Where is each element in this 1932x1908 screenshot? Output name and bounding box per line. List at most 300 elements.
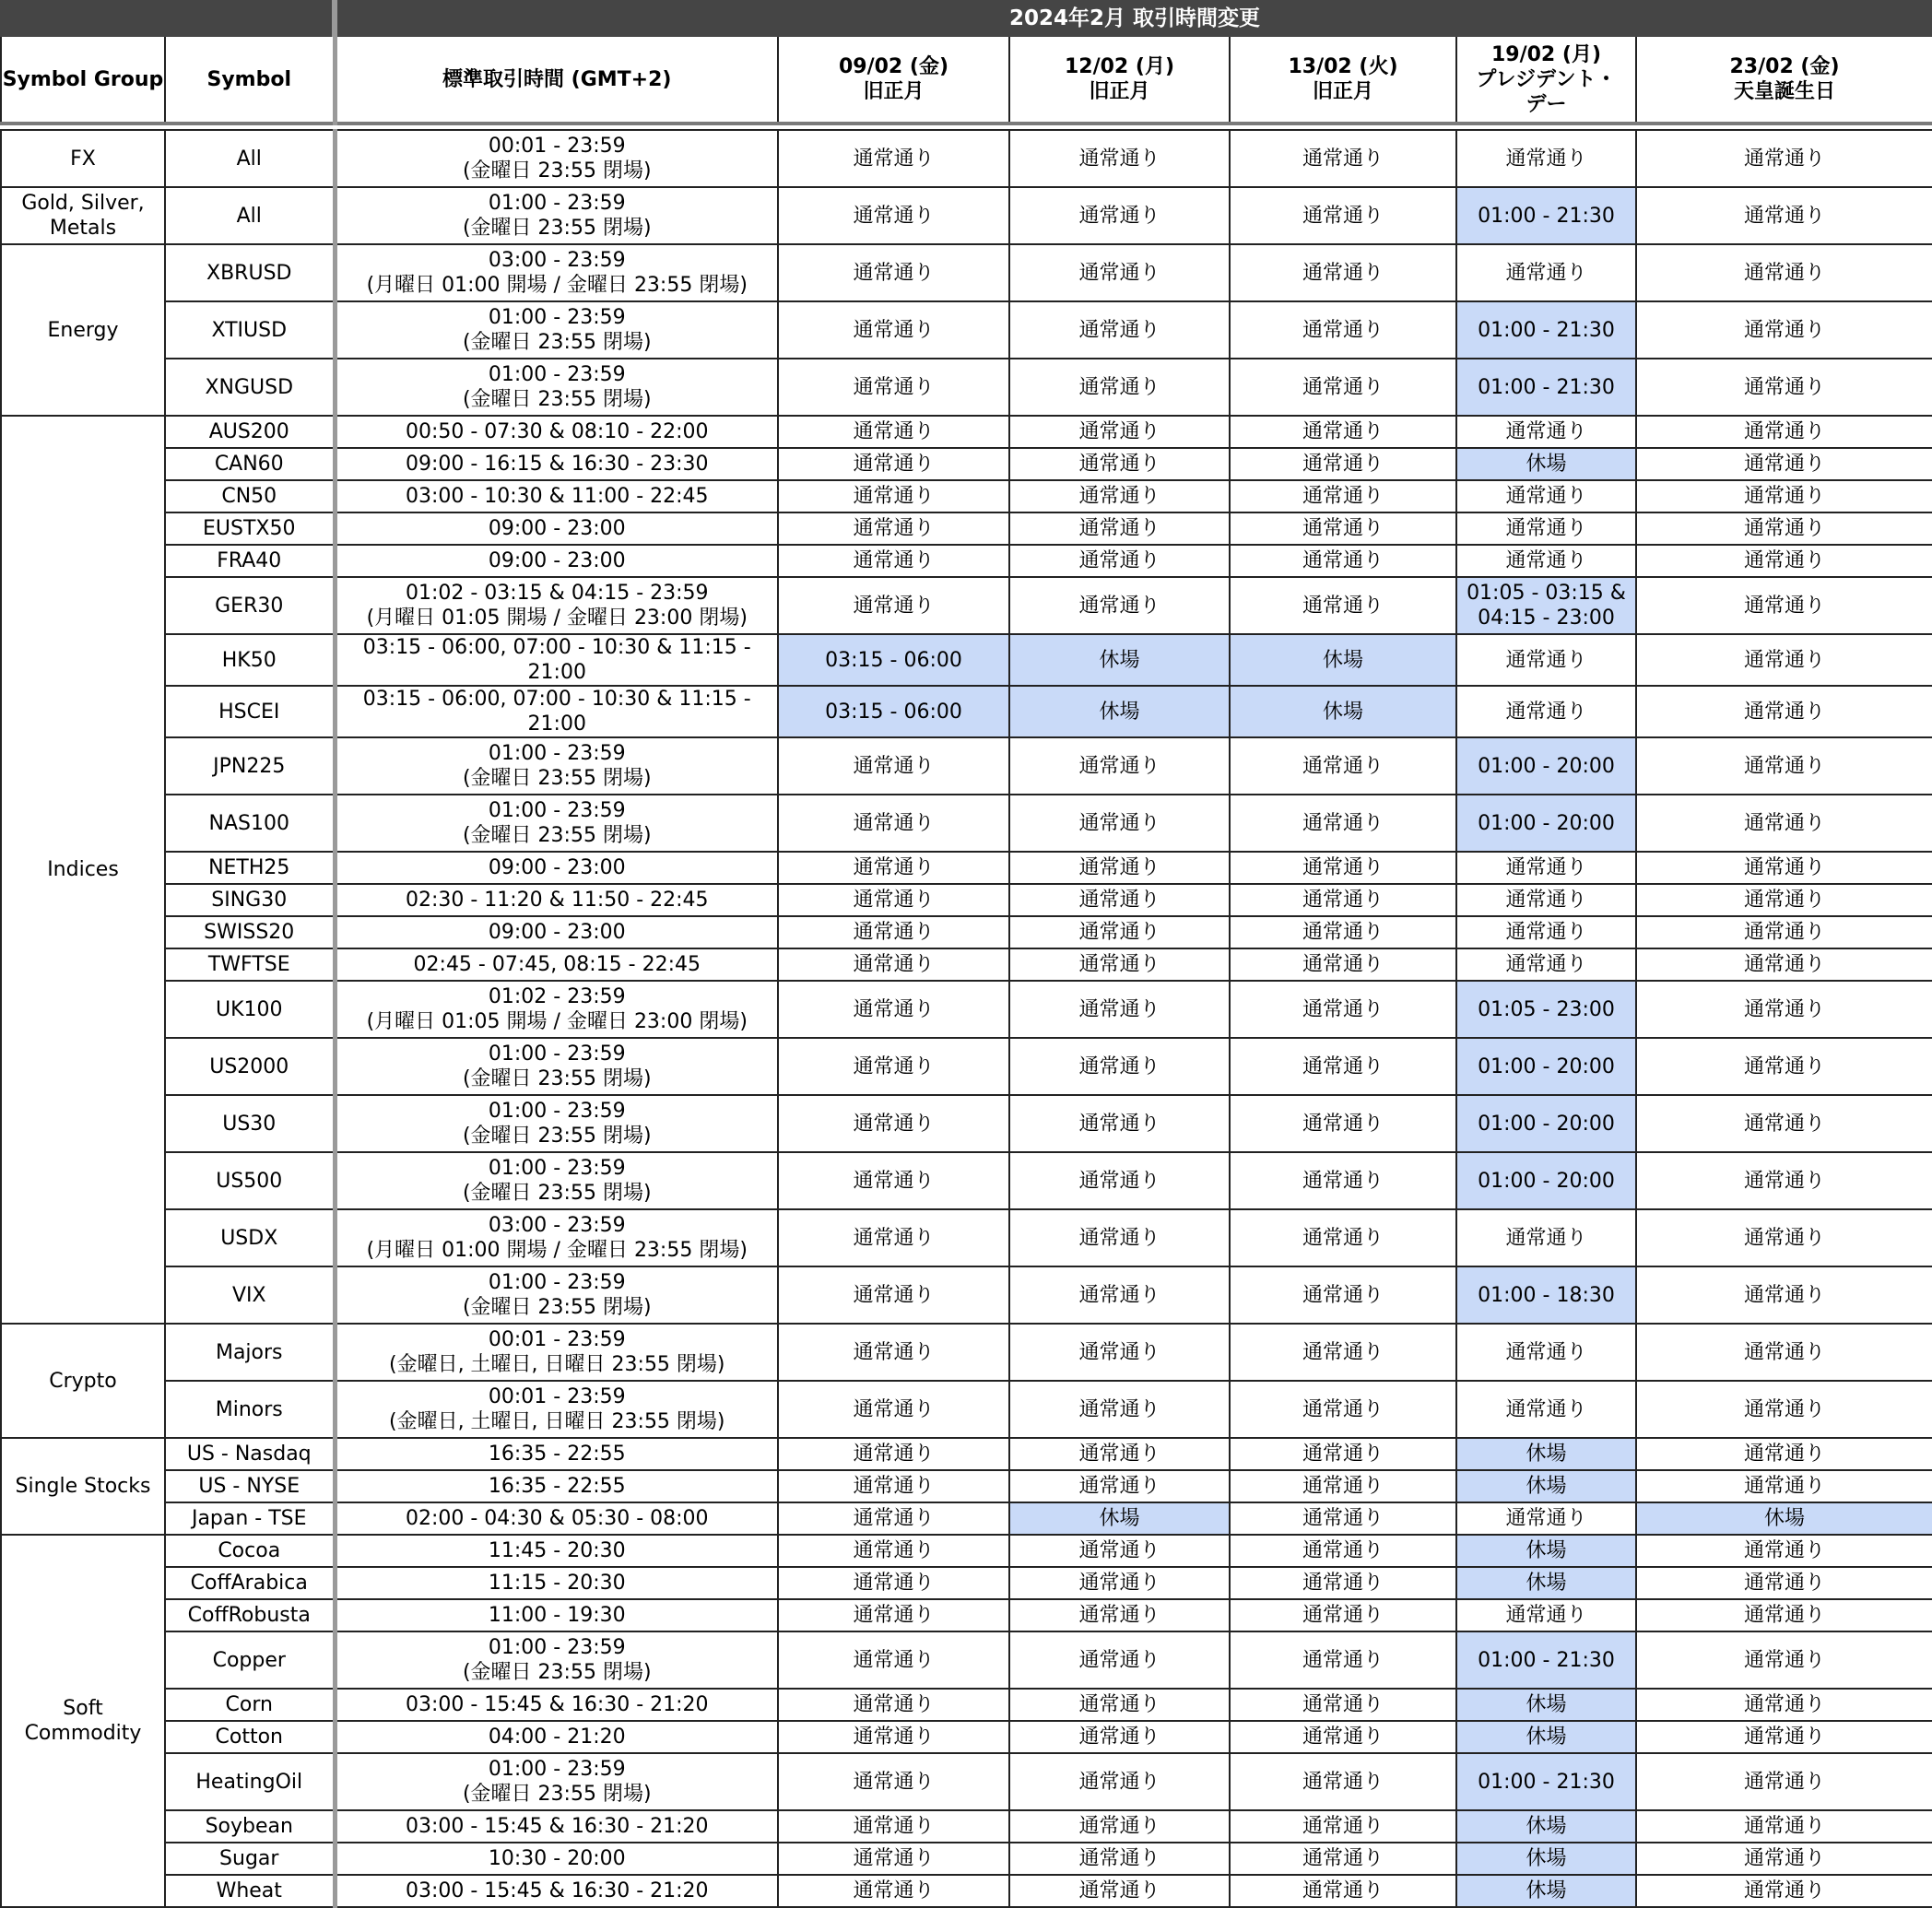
date-status-cell: 通常通り [1230,795,1456,852]
date-status-cell: 通常通り [1230,1875,1456,1907]
date-status-cell: 通常通り [1456,916,1636,948]
date-status-cell: 通常通り [1230,1567,1456,1599]
standard-hours-cell: 03:00 - 23:59 (月曜日 01:00 開場 / 金曜日 23:55 閉場) [335,1209,778,1266]
date-status-cell: 休場 [1230,686,1456,737]
standard-hours-cell: 09:00 - 16:15 & 16:30 - 23:30 [335,448,778,480]
date-status-cell: 通常通り [1456,1381,1636,1438]
header-date-1: 09/02 (金) 旧正月 [778,36,1009,124]
standard-hours-cell: 10:30 - 20:00 [335,1843,778,1875]
date-status-cell: 通常通り [1230,981,1456,1038]
date-status-cell: 通常通り [1230,1038,1456,1095]
standard-hours-cell: 02:30 - 11:20 & 11:50 - 22:45 [335,884,778,916]
date-status-cell: 通常通り [1636,1810,1932,1843]
table-row [1,1095,1932,1152]
date-status-cell: 通常通り [1230,301,1456,359]
date-status-cell: 通常通り [1230,244,1456,301]
standard-hours-cell: 11:00 - 19:30 [335,1599,778,1631]
date-status-cell: 通常通り [1009,1038,1230,1095]
date-status-cell: 通常通り [1009,1753,1230,1810]
standard-hours-cell: 16:35 - 22:55 [335,1438,778,1470]
date-status-cell: 通常通り [1636,1470,1932,1502]
date-status-cell: 通常通り [1456,948,1636,981]
date-status-cell: 通常通り [1009,301,1230,359]
date-status-cell: 通常通り [1230,1381,1456,1438]
date-status-cell: 休場 [1456,1721,1636,1753]
table-row [1,884,1932,916]
standard-hours-cell: 01:00 - 23:59 (金曜日 23:55 閉場) [335,187,778,244]
date-status-cell: 通常通り [1009,852,1230,884]
standard-hours-cell: 01:02 - 03:15 & 04:15 - 23:59 (月曜日 01:05 開場 / 金曜日 23:00 閉場) [335,577,778,634]
date-status-cell: 通常通り [1456,512,1636,545]
date-status-cell: 01:00 - 21:30 [1456,1631,1636,1689]
date-status-cell: 通常通り [1456,884,1636,916]
date-status-cell: 通常通り [1009,187,1230,244]
date-status-cell: 通常通り [1636,359,1932,416]
table-row [1,1324,1932,1381]
date-status-cell: 休場 [1456,1875,1636,1907]
date-status-cell: 通常通り [1009,577,1230,634]
table-row [1,1381,1932,1438]
table-row [1,1721,1932,1753]
date-status-cell: 通常通り [1009,130,1230,187]
table-row [1,1470,1932,1502]
date-status-cell: 休場 [1456,1535,1636,1567]
date-status-cell: 01:00 - 21:30 [1456,359,1636,416]
date-status-cell: 通常通り [778,1753,1009,1810]
date-status-cell: 通常通り [1230,1266,1456,1324]
date-status-cell: 通常通り [1636,981,1932,1038]
date-status-cell: 通常通り [1230,948,1456,981]
date-status-cell: 通常通り [1456,244,1636,301]
table-row [1,1599,1932,1631]
symbol-cell: CoffArabica [165,1567,335,1599]
standard-hours-cell: 03:00 - 10:30 & 11:00 - 22:45 [335,480,778,512]
date-status-cell: 通常通り [778,948,1009,981]
date-status-cell: 通常通り [778,1631,1009,1689]
date-status-cell: 通常通り [1456,545,1636,577]
standard-hours-cell: 01:00 - 23:59 (金曜日 23:55 閉場) [335,1753,778,1810]
date-status-cell: 通常通り [1636,244,1932,301]
date-status-cell: 通常通り [1009,1438,1230,1470]
date-status-cell: 通常通り [1456,852,1636,884]
symbol-cell: Soybean [165,1810,335,1843]
date-status-cell: 01:00 - 20:00 [1456,737,1636,795]
table-row [1,737,1932,795]
date-status-cell: 通常通り [1009,1599,1230,1631]
date-status-cell: 通常通り [1009,1095,1230,1152]
standard-hours-cell: 09:00 - 23:00 [335,852,778,884]
date-status-cell: 通常通り [1636,795,1932,852]
date-status-cell: 通常通り [778,852,1009,884]
date-status-cell: 休場 [1009,686,1230,737]
date-status-cell: 通常通り [778,1810,1009,1843]
date-status-cell: 通常通り [1456,1502,1636,1535]
table-row [1,1535,1932,1567]
date-status-cell: 通常通り [1009,981,1230,1038]
symbol-cell: SING30 [165,884,335,916]
date-status-cell: 通常通り [1009,359,1230,416]
date-status-cell: 通常通り [1456,1209,1636,1266]
standard-hours-cell: 01:00 - 23:59 (金曜日 23:55 閉場) [335,1152,778,1209]
date-status-cell: 通常通り [1636,1038,1932,1095]
date-status-cell: 通常通り [1009,1381,1230,1438]
table-row [1,1266,1932,1324]
standard-hours-cell: 01:00 - 23:59 (金曜日 23:55 閉場) [335,795,778,852]
symbol-cell: HK50 [165,634,335,686]
date-status-cell: 通常通り [1636,1535,1932,1567]
date-status-cell: 休場 [1009,634,1230,686]
date-status-cell: 通常通り [778,480,1009,512]
symbol-cell: EUSTX50 [165,512,335,545]
symbol-cell: US2000 [165,1038,335,1095]
header-symbol-group: Symbol Group [1,36,165,124]
table-row [1,1038,1932,1095]
date-status-cell: 通常通り [1230,577,1456,634]
date-status-cell: 通常通り [778,1209,1009,1266]
symbol-cell: XNGUSD [165,359,335,416]
date-status-cell: 休場 [1230,634,1456,686]
date-status-cell: 通常通り [1230,512,1456,545]
date-status-cell: 通常通り [1230,737,1456,795]
date-status-cell: 通常通り [778,577,1009,634]
standard-hours-cell: 09:00 - 23:00 [335,916,778,948]
date-status-cell: 通常通り [778,1152,1009,1209]
date-status-cell: 通常通り [1230,1438,1456,1470]
date-status-cell: 通常通り [1636,1843,1932,1875]
date-status-cell: 01:00 - 20:00 [1456,795,1636,852]
date-status-cell: 休場 [1456,1810,1636,1843]
symbol-cell: Cotton [165,1721,335,1753]
date-status-cell: 通常通り [1009,545,1230,577]
date-status-cell: 03:15 - 06:00 [778,686,1009,737]
date-status-cell: 通常通り [1636,577,1932,634]
date-status-cell: 通常通り [1230,1095,1456,1152]
date-status-cell: 通常通り [1230,1324,1456,1381]
table-row [1,244,1932,301]
date-status-cell: 通常通り [1230,1470,1456,1502]
date-status-cell: 通常通り [1636,416,1932,448]
symbol-cell: Minors [165,1381,335,1438]
date-status-cell: 通常通り [1009,1266,1230,1324]
date-status-cell: 通常通り [1230,416,1456,448]
symbol-cell: Corn [165,1689,335,1721]
symbol-cell: FRA40 [165,545,335,577]
standard-hours-cell: 03:00 - 15:45 & 16:30 - 21:20 [335,1810,778,1843]
symbol-cell: Copper [165,1631,335,1689]
date-status-cell: 通常通り [1636,130,1932,187]
date-status-cell: 通常通り [1009,1209,1230,1266]
table-row [1,1152,1932,1209]
symbol-cell: JPN225 [165,737,335,795]
symbol-group-cell: Gold, Silver, Metals [1,187,165,244]
date-status-cell: 休場 [1456,1470,1636,1502]
title-row [1,1,1932,36]
date-status-cell: 01:05 - 23:00 [1456,981,1636,1038]
table-row [1,795,1932,852]
date-status-cell: 休場 [1456,1567,1636,1599]
date-status-cell: 通常通り [778,244,1009,301]
date-status-cell: 通常通り [1009,1810,1230,1843]
date-status-cell: 通常通り [1009,1152,1230,1209]
date-status-cell: 通常通り [1230,1810,1456,1843]
date-status-cell: 03:15 - 06:00 [778,634,1009,686]
date-status-cell: 01:05 - 03:15 & 04:15 - 23:00 [1456,577,1636,634]
table-row [1,187,1932,244]
symbol-group-cell: Soft Commodity [1,1535,165,1907]
standard-hours-cell: 02:45 - 07:45, 08:15 - 22:45 [335,948,778,981]
table-row [1,981,1932,1038]
table-body [1,130,1932,1907]
standard-hours-cell: 09:00 - 23:00 [335,545,778,577]
standard-hours-cell: 00:01 - 23:59 (金曜日, 土曜日, 日曜日 23:55 閉場) [335,1381,778,1438]
standard-hours-cell: 01:00 - 23:59 (金曜日 23:55 閉場) [335,301,778,359]
date-status-cell: 通常通り [1009,512,1230,545]
date-status-cell: 通常通り [1009,448,1230,480]
date-status-cell: 通常通り [778,1567,1009,1599]
symbol-cell: Wheat [165,1875,335,1907]
date-status-cell: 通常通り [778,301,1009,359]
date-status-cell: 通常通り [1636,545,1932,577]
date-status-cell: 01:00 - 20:00 [1456,1152,1636,1209]
date-status-cell: 通常通り [1230,916,1456,948]
header-date-3: 13/02 (火) 旧正月 [1230,36,1456,124]
date-status-cell: 通常通り [1009,916,1230,948]
date-status-cell: 通常通り [778,1689,1009,1721]
date-status-cell: 通常通り [778,448,1009,480]
date-status-cell: 通常通り [1636,301,1932,359]
header-date-4: 19/02 (月) プレジデント・ デー [1456,36,1636,124]
standard-hours-cell: 03:15 - 06:00, 07:00 - 10:30 & 11:15 - 21:00 [335,634,778,686]
date-status-cell: 通常通り [1009,884,1230,916]
date-status-cell: 通常通り [1636,1381,1932,1438]
date-status-cell: 01:00 - 21:30 [1456,1753,1636,1810]
date-status-cell: 通常通り [1230,187,1456,244]
date-status-cell: 通常通り [778,1381,1009,1438]
date-status-cell: 休場 [1456,448,1636,480]
symbol-cell: HeatingOil [165,1753,335,1810]
date-status-cell: 通常通り [1456,634,1636,686]
date-status-cell: 休場 [1636,1502,1932,1535]
table-row [1,1631,1932,1689]
date-status-cell: 通常通り [778,1266,1009,1324]
date-status-cell: 通常通り [778,1875,1009,1907]
date-status-cell: 通常通り [1456,480,1636,512]
date-status-cell: 通常通り [1230,1599,1456,1631]
date-status-cell: 通常通り [1230,1753,1456,1810]
symbol-cell: XBRUSD [165,244,335,301]
date-status-cell: 通常通り [1636,884,1932,916]
table-row [1,1875,1932,1907]
date-status-cell: 通常通り [1456,686,1636,737]
standard-hours-cell: 00:01 - 23:59 (金曜日, 土曜日, 日曜日 23:55 閉場) [335,1324,778,1381]
date-status-cell: 休場 [1009,1502,1230,1535]
date-status-cell: 通常通り [778,359,1009,416]
header-date-5: 23/02 (金) 天皇誕生日 [1636,36,1932,124]
standard-hours-cell: 03:15 - 06:00, 07:00 - 10:30 & 11:15 - 21:00 [335,686,778,737]
standard-hours-cell: 01:00 - 23:59 (金曜日 23:55 閉場) [335,1038,778,1095]
date-status-cell: 通常通り [1230,545,1456,577]
table-row [1,1843,1932,1875]
date-status-cell: 通常通り [1636,448,1932,480]
date-status-cell: 通常通り [778,512,1009,545]
symbol-cell: CAN60 [165,448,335,480]
date-status-cell: 通常通り [1636,948,1932,981]
standard-hours-cell: 03:00 - 15:45 & 16:30 - 21:20 [335,1875,778,1907]
date-status-cell: 通常通り [1009,795,1230,852]
date-status-cell: 通常通り [778,1721,1009,1753]
symbol-cell: CoffRobusta [165,1599,335,1631]
date-status-cell: 通常通り [778,884,1009,916]
standard-hours-cell: 04:00 - 21:20 [335,1721,778,1753]
symbol-cell: Sugar [165,1843,335,1875]
date-status-cell: 通常通り [1636,852,1932,884]
table-row [1,634,1932,686]
date-status-cell: 通常通り [1636,1095,1932,1152]
date-status-cell: 01:00 - 21:30 [1456,301,1636,359]
symbol-cell: CN50 [165,480,335,512]
date-status-cell: 通常通り [1636,1875,1932,1907]
table-row [1,1567,1932,1599]
date-status-cell: 通常通り [778,1502,1009,1535]
standard-hours-cell: 11:15 - 20:30 [335,1567,778,1599]
symbol-cell: US500 [165,1152,335,1209]
symbol-cell: USDX [165,1209,335,1266]
date-status-cell: 通常通り [778,1843,1009,1875]
date-status-cell: 通常通り [1230,1152,1456,1209]
date-status-cell: 通常通り [1230,130,1456,187]
table-row [1,852,1932,884]
date-status-cell: 通常通り [1636,1266,1932,1324]
table-row [1,130,1932,187]
table-row [1,686,1932,737]
date-status-cell: 通常通り [778,1324,1009,1381]
date-status-cell: 通常通り [1230,852,1456,884]
symbol-group-cell: Energy [1,244,165,416]
date-status-cell: 01:00 - 20:00 [1456,1095,1636,1152]
date-status-cell: 通常通り [1456,1599,1636,1631]
header-gap [1,124,1932,130]
symbol-group-cell: Single Stocks [1,1438,165,1535]
standard-hours-cell: 01:00 - 23:59 (金曜日 23:55 閉場) [335,359,778,416]
date-status-cell: 通常通り [1636,1599,1932,1631]
standard-hours-cell: 01:00 - 23:59 (金曜日 23:55 閉場) [335,1631,778,1689]
table-row [1,577,1932,634]
symbol-cell: Majors [165,1324,335,1381]
date-status-cell: 通常通り [1636,737,1932,795]
date-status-cell: 通常通り [778,1095,1009,1152]
date-status-cell: 通常通り [1230,1843,1456,1875]
header-row [1,36,1932,124]
symbol-cell: US - Nasdaq [165,1438,335,1470]
symbol-cell: All [165,187,335,244]
standard-hours-cell: 01:00 - 23:59 (金曜日 23:55 閉場) [335,1095,778,1152]
standard-hours-cell: 09:00 - 23:00 [335,512,778,545]
date-status-cell: 通常通り [1636,1567,1932,1599]
date-status-cell: 通常通り [778,1038,1009,1095]
date-status-cell: 通常通り [1009,480,1230,512]
table-row [1,1209,1932,1266]
date-status-cell: 通常通り [1230,1721,1456,1753]
standard-hours-cell: 01:02 - 23:59 (月曜日 01:05 開場 / 金曜日 23:00 閉場) [335,981,778,1038]
symbol-cell: TWFTSE [165,948,335,981]
date-status-cell: 通常通り [778,545,1009,577]
date-status-cell: 01:00 - 18:30 [1456,1266,1636,1324]
date-status-cell: 通常通り [1230,359,1456,416]
date-status-cell: 通常通り [1009,1324,1230,1381]
date-status-cell: 通常通り [778,916,1009,948]
standard-hours-cell: 00:01 - 23:59 (金曜日 23:55 閉場) [335,130,778,187]
date-status-cell: 通常通り [778,981,1009,1038]
symbol-cell: HSCEI [165,686,335,737]
symbol-group-cell: Crypto [1,1324,165,1438]
table-row [1,1810,1932,1843]
table-row [1,480,1932,512]
table-row [1,1502,1932,1535]
date-status-cell: 通常通り [778,795,1009,852]
symbol-cell: US - NYSE [165,1470,335,1502]
date-status-cell: 通常通り [1009,1631,1230,1689]
table-row [1,1753,1932,1810]
date-status-cell: 通常通り [1009,737,1230,795]
standard-hours-cell: 11:45 - 20:30 [335,1535,778,1567]
date-status-cell: 通常通り [1456,416,1636,448]
table-row [1,545,1932,577]
date-status-cell: 通常通り [1636,512,1932,545]
date-status-cell: 通常通り [778,737,1009,795]
symbol-cell: All [165,130,335,187]
standard-hours-cell: 00:50 - 07:30 & 08:10 - 22:00 [335,416,778,448]
date-status-cell: 通常通り [1009,416,1230,448]
date-status-cell: 通常通り [1009,1843,1230,1875]
date-status-cell: 通常通り [1636,1753,1932,1810]
date-status-cell: 通常通り [1636,686,1932,737]
date-status-cell: 通常通り [1009,1470,1230,1502]
table-row [1,916,1932,948]
symbol-cell: US30 [165,1095,335,1152]
date-status-cell: 01:00 - 20:00 [1456,1038,1636,1095]
date-status-cell: 通常通り [1456,130,1636,187]
table-title: 2024年2月 取引時間変更 [335,1,1932,36]
symbol-cell: UK100 [165,981,335,1038]
date-status-cell: 通常通り [1636,1721,1932,1753]
standard-hours-cell: 01:00 - 23:59 (金曜日 23:55 閉場) [335,737,778,795]
standard-hours-cell: 02:00 - 04:30 & 05:30 - 08:00 [335,1502,778,1535]
date-status-cell: 通常通り [778,416,1009,448]
header-symbol: Symbol [165,36,335,124]
date-status-cell: 通常通り [1636,1438,1932,1470]
table-row [1,512,1932,545]
date-status-cell: 通常通り [1230,1209,1456,1266]
table-row [1,359,1932,416]
date-status-cell: 通常通り [778,1438,1009,1470]
date-status-cell: 通常通り [1230,1535,1456,1567]
standard-hours-cell: 01:00 - 23:59 (金曜日 23:55 閉場) [335,1266,778,1324]
date-status-cell: 通常通り [1009,1689,1230,1721]
date-status-cell: 通常通り [778,1470,1009,1502]
date-status-cell: 通常通り [1230,1502,1456,1535]
table-row [1,448,1932,480]
symbol-cell: VIX [165,1266,335,1324]
table-row [1,1438,1932,1470]
symbol-cell: Japan - TSE [165,1502,335,1535]
table-row [1,948,1932,981]
symbol-cell: GER30 [165,577,335,634]
date-status-cell: 通常通り [1636,480,1932,512]
standard-hours-cell: 03:00 - 15:45 & 16:30 - 21:20 [335,1689,778,1721]
date-status-cell: 通常通り [1230,1631,1456,1689]
symbol-group-cell: Indices [1,416,165,1324]
standard-hours-cell: 16:35 - 22:55 [335,1470,778,1502]
